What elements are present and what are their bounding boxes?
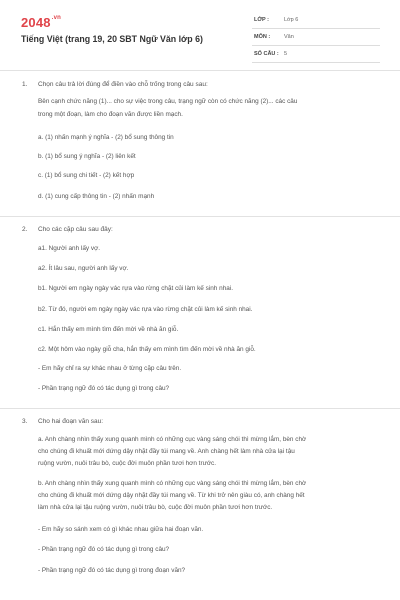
paragraph-b-line: b. Anh chàng nhìn thấy xung quanh mình có những cục vàng sáng chói thì mừng lắm, bèn chờ: [38, 480, 307, 487]
sentence-item: b1. Người em ngày ngày vác rựa vào rừng chặt củi làm kế sinh nhai.: [38, 285, 233, 292]
meta-value: 5: [284, 51, 288, 57]
answer-option[interactable]: c. (1) bổ sung chi tiết - (2) kết hợp: [38, 172, 135, 179]
question-prompt: Cho hai đoạn văn sau:: [38, 418, 104, 425]
instruction-item: - Phần trạng ngữ đó có tác dụng gì trong đoạn văn?: [38, 567, 186, 574]
question-number: 3.: [22, 418, 28, 425]
answer-option[interactable]: d. (1) cung cấp thông tin - (2) nhấn mạnh: [38, 193, 155, 200]
sentence-item: c2. Một hôm vào ngày giỗ cha, hắn thấy em mình tìm đến mời về nhà ăn giỗ.: [38, 346, 256, 353]
site-logo[interactable]: [21, 15, 61, 30]
answer-option[interactable]: b. (1) bổ sung ý nghĩa - (2) liên kết: [38, 153, 136, 160]
divider: [0, 70, 400, 71]
sentence-item: a1. Người anh lấy vợ.: [38, 245, 101, 252]
instruction-item: - Phần trạng ngữ đó có tác dụng gì trong câu?: [38, 546, 170, 553]
instruction-item: - Em hãy so sánh xem có gì khác nhau giữa hai đoạn văn.: [38, 526, 204, 533]
meta-row-class: [252, 15, 380, 29]
paragraph-a-line: cho chúng đi khuất mới dứng dậy nhặt đầy túi mang về. Anh chàng hết làm nhà cửa lại tậu: [38, 448, 295, 455]
logo-suffix: .vn: [51, 15, 62, 21]
logo-text: 2048: [21, 15, 51, 30]
meta-label: MÔN :: [254, 34, 271, 40]
question-number: 2.: [22, 226, 28, 233]
answer-option[interactable]: a. (1) nhấn mạnh ý nghĩa - (2) bổ sung thông tin: [38, 134, 174, 141]
meta-label: SỐ CÂU :: [254, 51, 279, 57]
passage-line: Bên cạnh chức năng (1)... cho sự việc trong câu, trạng ngữ còn có chức năng (2)... các câu: [38, 98, 298, 105]
meta-row-count: [252, 49, 380, 63]
question-prompt: Chọn câu trả lời đúng để điền vào chỗ trống trong câu sau:: [38, 81, 208, 88]
meta-label: LỚP :: [254, 17, 269, 23]
question-number: 1.: [22, 81, 28, 88]
sentence-item: b2. Từ đó, người em ngày ngày vác rựa vào rừng chặt củi làm kế sinh nhai.: [38, 306, 253, 313]
paragraph-b-line: cho chúng đi khuất mới dứng dậy nhặt đầy túi mang về. Từ khi trở nên giàu có, anh chàng hết: [38, 492, 305, 499]
meta-value: Lớp 6: [284, 17, 299, 23]
paragraph-a-line: ruộng vườn, nuôi trâu bò, cuộc đời muôn phần tươi hơn trước.: [38, 460, 217, 467]
meta-value: Văn: [284, 34, 294, 40]
instruction-item: - Phần trạng ngữ đó có tác dụng gì trong câu?: [38, 385, 170, 392]
header: [0, 0, 400, 64]
sentence-item: c1. Hắn thấy em mình tìm đến mời về nhà ăn giỗ.: [38, 326, 179, 333]
instruction-item: - Em hãy chỉ ra sự khác nhau ở từng cặp câu trên.: [38, 365, 182, 372]
meta-row-subject: [252, 32, 380, 46]
page-title: Tiếng Việt (trang 19, 20 SBT Ngữ Văn lớp 6): [21, 34, 203, 44]
meta-table: [252, 15, 380, 66]
sentence-item: a2. Ít lâu sau, người anh lấy vợ.: [38, 265, 129, 272]
divider: [0, 216, 400, 217]
divider: [0, 408, 400, 409]
paragraph-b-line: làm nhà cửa lại tậu ruộng vườn, nuôi trâu bò, cuộc đời muôn phần tươi hơn trước.: [38, 504, 273, 511]
question-prompt: Cho các cặp câu sau đây:: [38, 226, 113, 233]
paragraph-a-line: a. Anh chàng nhìn thấy xung quanh mình có những cục vàng sáng chói thì mừng lắm, bèn chờ: [38, 436, 307, 443]
passage-line: trong một đoạn, làm cho đoạn văn được liền mạch.: [38, 111, 183, 118]
